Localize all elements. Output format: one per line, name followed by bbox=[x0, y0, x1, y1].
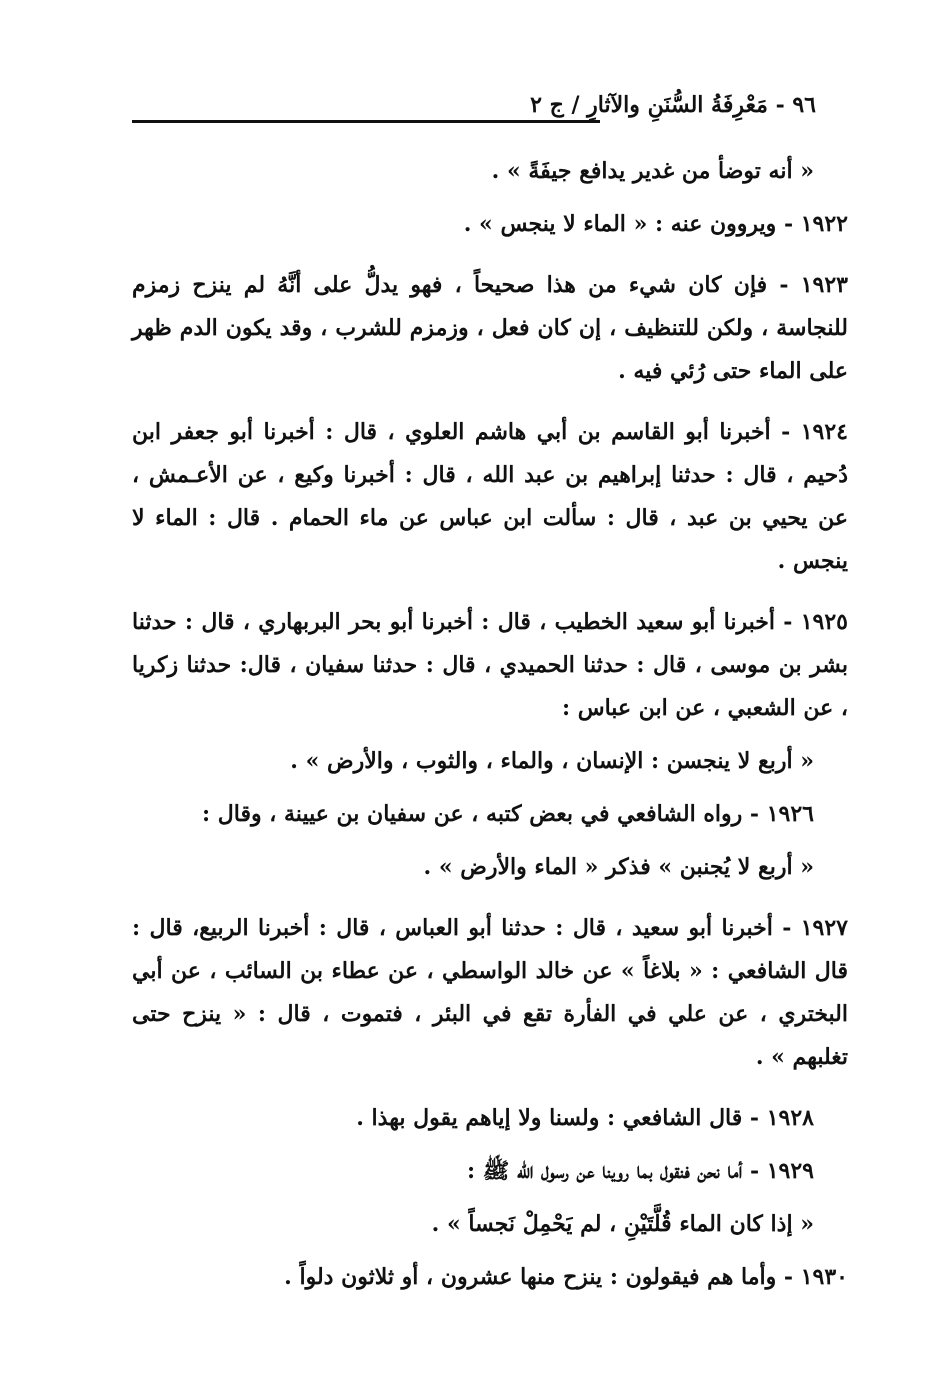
page-header bbox=[132, 92, 816, 130]
page-header-title: ٩٦ - مَعْرِفَةُ السُّنَنِ والآثارِ / ج ٢ bbox=[530, 92, 816, 118]
hadith-1925: ١٩٢٥ - أخبرنا أبو سعيد الخطيب ، قال : أخبرنا أبو بحر البربهاري ، قال : حدثنا بشر بن موسى ، قال : حدثنا الحميدي ، قال : حدثنا سفيان ، قال: حدثنا زكريا ، عن الشعبي ، عن ابن عباس : bbox=[132, 609, 848, 721]
hadith-1923: ١٩٢٣ - فإن كان شيء من هذا صحيحاً ، فهو يدلُّ على أنَّهُ لم ينزح زمزم للنجاسة ، ولكن للتنظيف ، إن كان فعل ، وزمزم للشرب ، وقد يكون الدم ظهر على الماء حتى رُئي فيه . bbox=[132, 272, 848, 384]
hadith-1924: ١٩٢٤ - أخبرنا أبو القاسم بن أبي هاشم العلوي ، قال : أخبرنا أبو جعفر ابن دُحيم ، قال : حدثنا إبراهيم بن عبد الله ، قال : أخبرنا وكيع ، عن الأعـمش ، عن يحيي بن عبد ، قال : سألت ابن عباس عن ماء الحمام . قال : الماء لا ينجس . bbox=[132, 419, 848, 574]
hadith-1922: ١٩٢٢ - ويروون عنه : « الماء لا ينجس » . bbox=[463, 211, 848, 237]
hadith-1926: ١٩٢٦ - رواه الشافعي في بعض كتبه ، عن سفيان بن عيينة ، وقال : bbox=[201, 801, 814, 827]
hadith-1928: ١٩٢٨ - قال الشافعي : ولسنا ولا إياهم يقول بهذا . bbox=[356, 1105, 814, 1131]
quote-paragraph: « أربع لا يُجنبن » فذكر « الماء والأرض » . bbox=[423, 854, 814, 880]
quote-paragraph: « إذا كان الماء قُلَّتَيْنِ ، لم يَحْمِلْ نَجساً » . bbox=[431, 1211, 814, 1237]
page-body bbox=[132, 150, 848, 1317]
hadith-1927: ١٩٢٧ - أخبرنا أبو سعيد ، قال : حدثنا أبو العباس ، قال : أخبرنا الربيع، قال : قال الشافعي : « بلاغاً » عن خالد الواسطي ، عن عطاء بن السائب ، عن أبي البختري ، عن علي في الفأرة تقع في البئر ، فتموت ، قال : « ينزح حتى تغلبهم » . bbox=[132, 915, 848, 1070]
hadith-1929: ١٩٢٩ - أما نحن فنقول بما روينا عن رسول الله ﷺ : bbox=[466, 1158, 814, 1184]
header-rule bbox=[132, 120, 600, 123]
quote-paragraph: « أربع لا ينجسن : الإنسان ، والماء ، والثوب ، والأرض » . bbox=[290, 748, 814, 774]
quote-paragraph: « أنه توضأ من غدير يدافع جيفَةً » . bbox=[491, 158, 814, 184]
hadith-1930: ١٩٣٠ - وأما هم فيقولون : ينزح منها عشرون ، أو ثلاثون دلواً . bbox=[284, 1264, 848, 1290]
